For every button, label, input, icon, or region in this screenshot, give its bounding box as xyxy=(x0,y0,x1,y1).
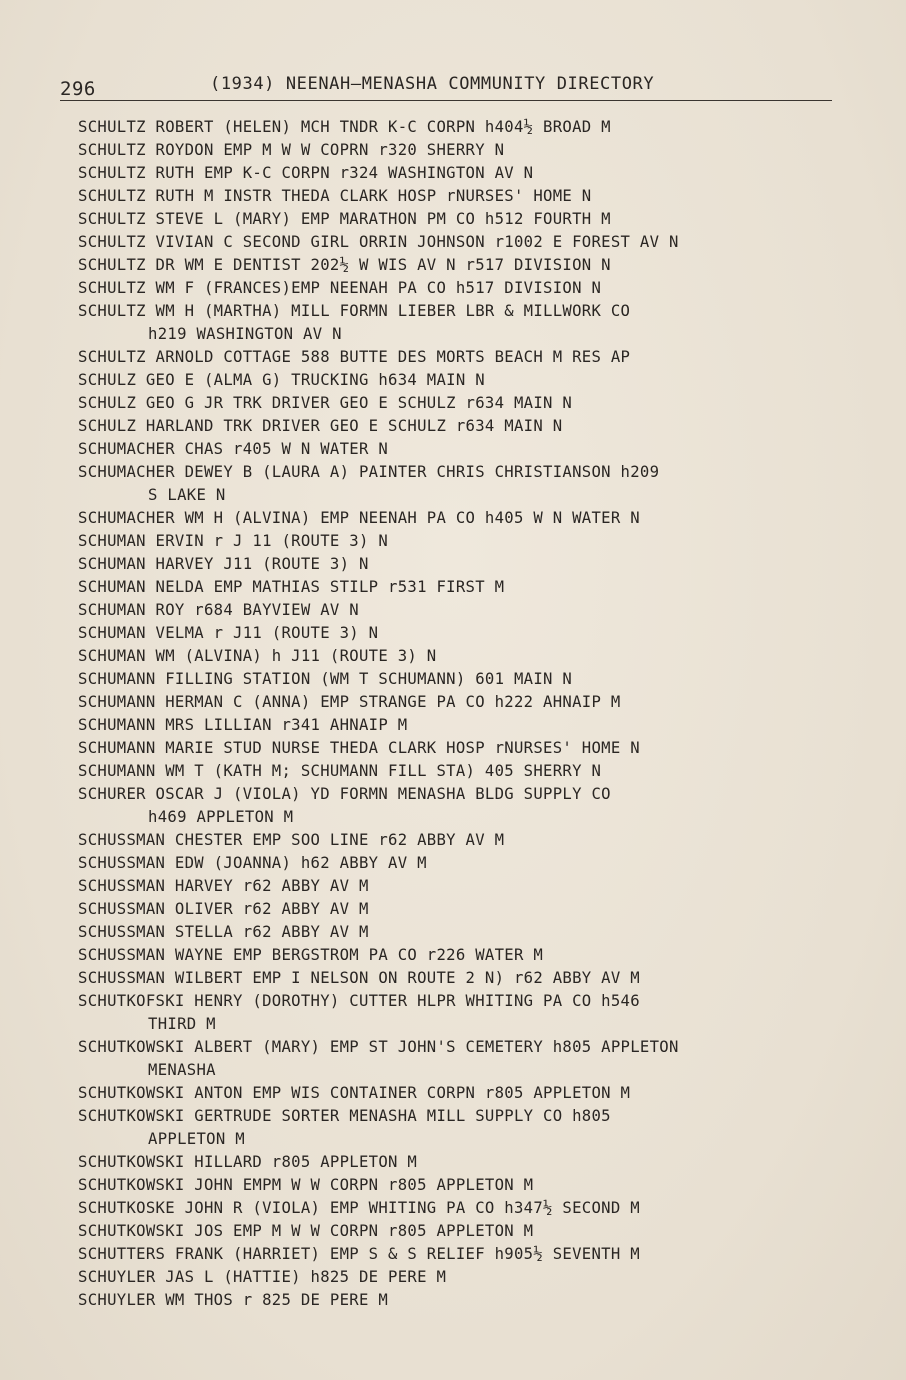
directory-entry-continuation: S LAKE N xyxy=(148,486,226,504)
directory-entry-continuation: h469 APPLETON M xyxy=(148,808,294,826)
directory-entry: SCHUMAN ROY r684 BAYVIEW AV N xyxy=(78,601,359,619)
directory-entry: SCHUSSMAN WAYNE EMP BERGSTROM PA CO r226 WATER M xyxy=(78,946,544,964)
directory-entry: SCHUTKOWSKI JOS EMP M W W CORPN r805 APPLETON M xyxy=(78,1222,534,1240)
directory-entry: SCHUTKOWSKI ANTON EMP WIS CONTAINER CORPN r805 APPLETON M xyxy=(78,1084,631,1102)
directory-entry: SCHULTZ RUTH EMP K-C CORPN r324 WASHINGTON AV N xyxy=(78,164,534,182)
directory-entry: SCHURER OSCAR J (VIOLA) YD FORMN MENASHA BLDG SUPPLY CO xyxy=(78,785,611,803)
directory-entry: SCHULTZ ROYDON EMP M W W COPRN r320 SHERRY N xyxy=(78,141,505,159)
directory-entry: SCHUMAN VELMA r J11 (ROUTE 3) N xyxy=(78,624,379,642)
directory-entry: SCHUTKOWSKI HILLARD r805 APPLETON M xyxy=(78,1153,418,1171)
directory-entry: SCHULTZ RUTH M INSTR THEDA CLARK HOSP rNURSES' HOME N xyxy=(78,187,592,205)
header-rule xyxy=(60,100,832,101)
directory-entry: SCHULTZ WM F (FRANCES)EMP NEENAH PA CO h517 DIVISION N xyxy=(78,279,602,297)
directory-entry: SCHUTKOFSKI HENRY (DOROTHY) CUTTER HLPR WHITING PA CO h546 xyxy=(78,992,640,1010)
directory-entry-continuation: h219 WASHINGTON AV N xyxy=(148,325,342,343)
directory-entry: SCHUTKOWSKI ALBERT (MARY) EMP ST JOHN'S CEMETERY h805 APPLETON xyxy=(78,1038,679,1056)
directory-entry: SCHUYLER WM THOS r 825 DE PERE M xyxy=(78,1291,389,1309)
directory-entry: SCHUMANN FILLING STATION (WM T SCHUMANN) 601 MAIN N xyxy=(78,670,573,688)
directory-entry: SCHUMANN MRS LILLIAN r341 AHNAIP M xyxy=(78,716,408,734)
directory-entries xyxy=(78,116,868,1312)
directory-entry-continuation: APPLETON M xyxy=(148,1130,245,1148)
directory-entry: SCHULTZ ROBERT (HELEN) MCH TNDR K-C CORPN h404½ BROAD M xyxy=(78,118,611,136)
page-header xyxy=(60,72,832,102)
directory-entry: SCHUSSMAN OLIVER r62 ABBY AV M xyxy=(78,900,369,918)
directory-entry: SCHUTKOWSKI JOHN EMPM W W CORPN r805 APPLETON M xyxy=(78,1176,534,1194)
directory-entry: SCHUSSMAN STELLA r62 ABBY AV M xyxy=(78,923,369,941)
directory-entry: SCHULTZ DR WM E DENTIST 202½ W WIS AV N r517 DIVISION N xyxy=(78,256,611,274)
directory-entry: SCHUSSMAN EDW (JOANNA) h62 ABBY AV M xyxy=(78,854,427,872)
directory-entry: SCHUSSMAN CHESTER EMP SOO LINE r62 ABBY AV M xyxy=(78,831,505,849)
directory-entry-continuation: MENASHA xyxy=(148,1061,216,1079)
directory-entry: SCHUYLER JAS L (HATTIE) h825 DE PERE M xyxy=(78,1268,447,1286)
directory-entry: SCHULTZ WM H (MARTHA) MILL FORMN LIEBER LBR & MILLWORK CO xyxy=(78,302,631,320)
directory-entry: SCHUTKOWSKI GERTRUDE SORTER MENASHA MILL SUPPLY CO h805 xyxy=(78,1107,611,1125)
directory-entry-continuation: THIRD M xyxy=(148,1015,216,1033)
directory-entry: SCHULTZ VIVIAN C SECOND GIRL ORRIN JOHNSON r1002 E FOREST AV N xyxy=(78,233,679,251)
directory-entry: SCHUTKOSKE JOHN R (VIOLA) EMP WHITING PA CO h347½ SECOND M xyxy=(78,1199,640,1217)
directory-entry: SCHUMAN ERVIN r J 11 (ROUTE 3) N xyxy=(78,532,389,550)
running-title: (1934) NEENAH—MENASHA COMMUNITY DIRECTORY xyxy=(210,74,655,94)
directory-entry: SCHUMANN HERMAN C (ANNA) EMP STRANGE PA CO h222 AHNAIP M xyxy=(78,693,621,711)
directory-entry: SCHUMACHER WM H (ALVINA) EMP NEENAH PA CO h405 W N WATER N xyxy=(78,509,640,527)
directory-entry: SCHULZ GEO E (ALMA G) TRUCKING h634 MAIN N xyxy=(78,371,485,389)
directory-entry: SCHUMANN WM T (KATH M; SCHUMANN FILL STA) 405 SHERRY N xyxy=(78,762,602,780)
directory-entry: SCHUMAN NELDA EMP MATHIAS STILP r531 FIRST M xyxy=(78,578,505,596)
directory-entry: SCHUMANN MARIE STUD NURSE THEDA CLARK HOSP rNURSES' HOME N xyxy=(78,739,640,757)
directory-entry: SCHUSSMAN WILBERT EMP I NELSON ON ROUTE 2 N) r62 ABBY AV M xyxy=(78,969,640,987)
directory-entry: SCHUMAN WM (ALVINA) h J11 (ROUTE 3) N xyxy=(78,647,437,665)
page-number: 296 xyxy=(60,78,96,100)
directory-entry: SCHULZ HARLAND TRK DRIVER GEO E SCHULZ r634 MAIN N xyxy=(78,417,563,435)
directory-entry: SCHULTZ STEVE L (MARY) EMP MARATHON PM CO h512 FOURTH M xyxy=(78,210,611,228)
directory-entry: SCHUSSMAN HARVEY r62 ABBY AV M xyxy=(78,877,369,895)
directory-entry: SCHUMACHER DEWEY B (LAURA A) PAINTER CHRIS CHRISTIANSON h209 xyxy=(78,463,660,481)
directory-entry: SCHUMAN HARVEY J11 (ROUTE 3) N xyxy=(78,555,369,573)
directory-entry: SCHUMACHER CHAS r405 W N WATER N xyxy=(78,440,389,458)
directory-entry: SCHUTTERS FRANK (HARRIET) EMP S & S RELIEF h905½ SEVENTH M xyxy=(78,1245,640,1263)
directory-entry: SCHULTZ ARNOLD COTTAGE 588 BUTTE DES MORTS BEACH M RES AP xyxy=(78,348,631,366)
directory-entry: SCHULZ GEO G JR TRK DRIVER GEO E SCHULZ r634 MAIN N xyxy=(78,394,573,412)
